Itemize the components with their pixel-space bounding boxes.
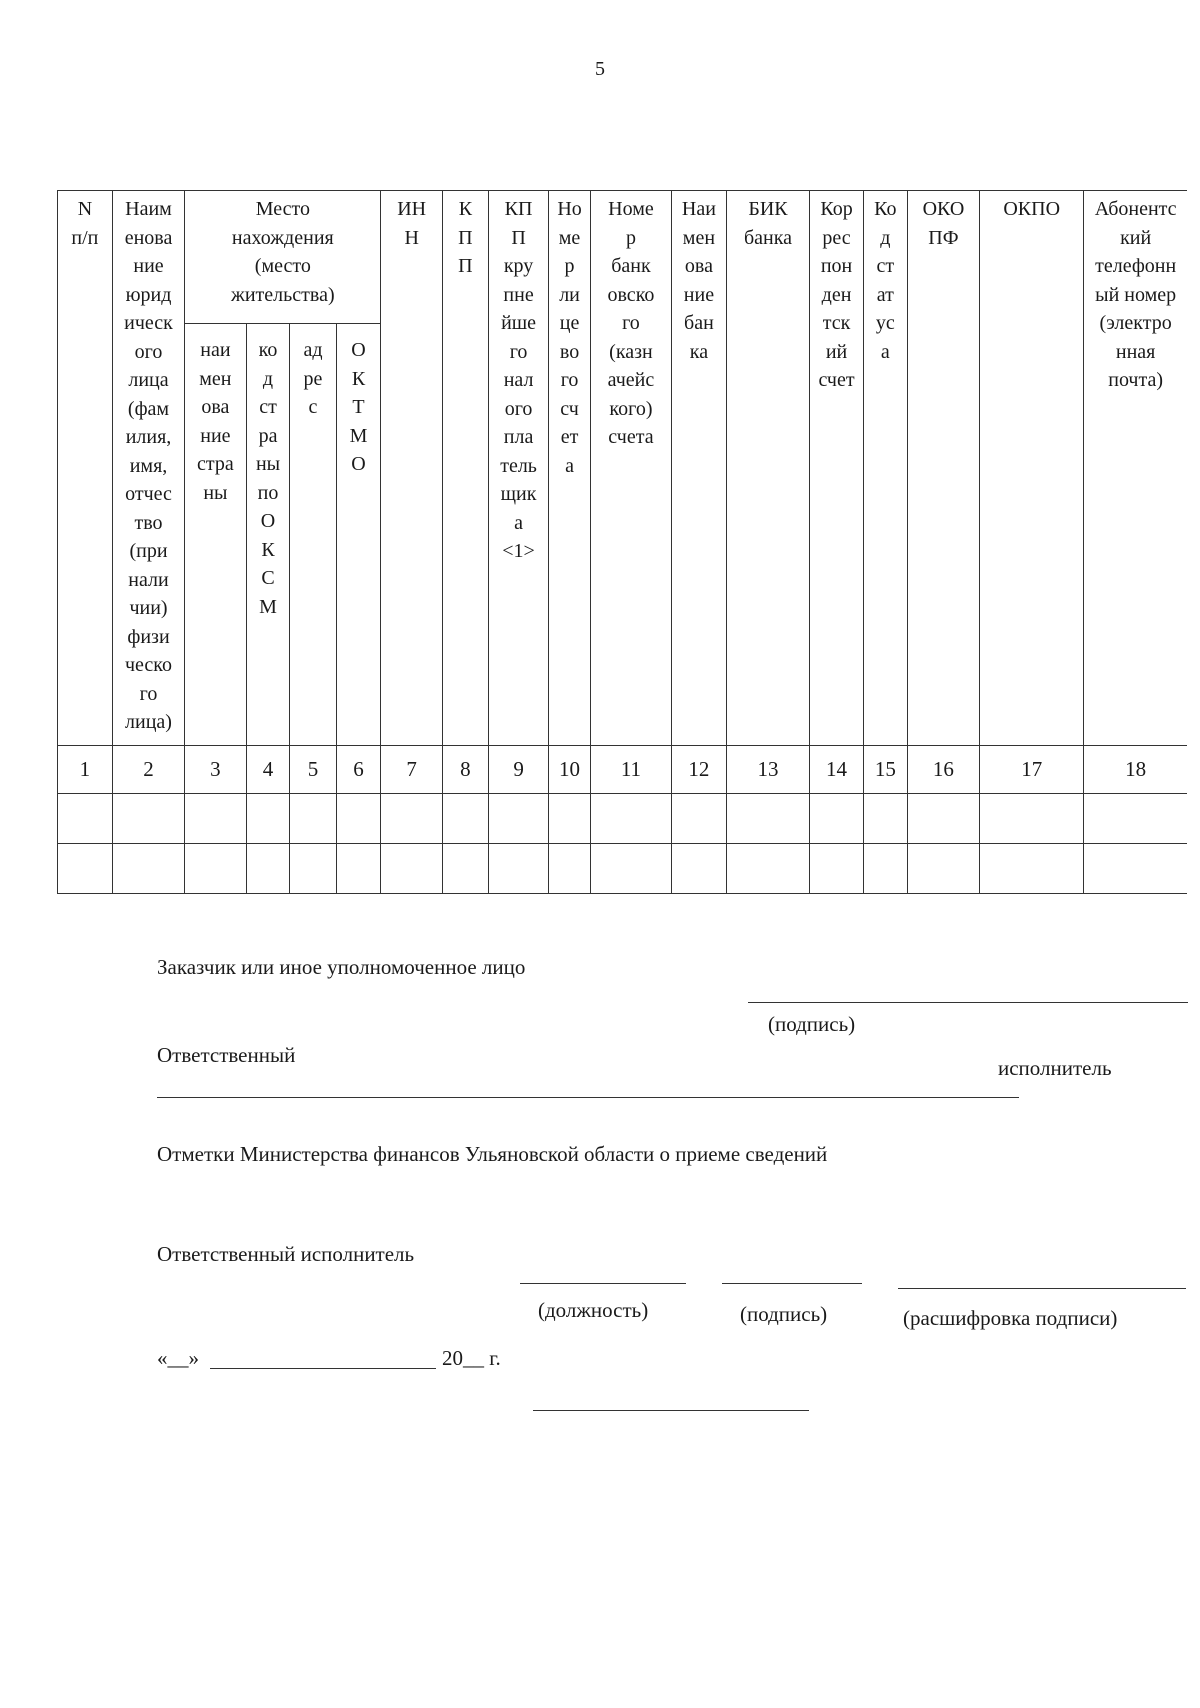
header-text-line: пне xyxy=(503,283,534,306)
empty-cell[interactable] xyxy=(185,844,246,894)
header-text-line: (казн xyxy=(609,340,653,363)
header-col-9 xyxy=(488,191,548,746)
column-number: 5 xyxy=(290,746,336,794)
empty-cell[interactable] xyxy=(980,844,1084,894)
header-text-line: Ко xyxy=(874,198,897,220)
header-text-line: банка xyxy=(743,226,793,249)
executor-label: исполнитель xyxy=(998,1056,1112,1080)
page-number: 5 xyxy=(595,58,605,80)
header-col-2 xyxy=(112,191,184,746)
header-text-line: О xyxy=(351,339,366,361)
header-text-line: ад xyxy=(303,339,323,361)
header-text-line: ны xyxy=(255,453,281,475)
header-text-line: во xyxy=(559,340,580,363)
empty-cell[interactable] xyxy=(246,794,290,844)
header-text-line: П xyxy=(511,226,526,249)
header-col-1 xyxy=(58,191,113,746)
header-text-line: О xyxy=(351,453,366,475)
column-number-row xyxy=(58,746,1188,794)
header-text-line: р xyxy=(564,255,575,277)
customer-signature-line[interactable] xyxy=(748,1002,1188,1003)
empty-cell[interactable] xyxy=(980,794,1084,844)
empty-cell[interactable] xyxy=(549,844,591,894)
empty-row-1 xyxy=(58,794,1188,844)
header-text-line: чии) xyxy=(129,597,168,619)
date-month-line[interactable] xyxy=(210,1368,436,1369)
header-text-line: Но xyxy=(557,198,582,220)
empty-cell[interactable] xyxy=(381,844,442,894)
empty-cell[interactable] xyxy=(246,844,290,894)
header-text-line: ого xyxy=(504,397,533,420)
responsible-executor-label: Ответственный исполнитель xyxy=(157,1242,415,1266)
position-caption: (должность) xyxy=(538,1298,649,1322)
header-col-11 xyxy=(590,191,671,746)
header-text-line: а xyxy=(880,340,890,363)
header-text-line: го xyxy=(139,682,158,705)
header-text-line: ый номер xyxy=(1095,283,1177,306)
header-text-line: нная xyxy=(1115,340,1156,363)
column-number: 14 xyxy=(810,746,864,794)
header-text-line: тск xyxy=(822,312,851,334)
header-text-line: а xyxy=(565,454,574,477)
header-text-line: мен xyxy=(682,226,716,249)
header-text-line: ат xyxy=(876,283,894,306)
customer-label: Заказчик или иное уполномоченное лицо xyxy=(157,955,526,979)
header-text-line: с xyxy=(308,396,318,418)
header-text-line: К xyxy=(458,198,473,220)
header-text-line: а xyxy=(514,511,524,534)
decoding-caption: (расшифровка подписи) xyxy=(903,1306,1118,1330)
empty-row-2 xyxy=(58,844,1188,894)
column-number: 12 xyxy=(672,746,727,794)
empty-cell[interactable] xyxy=(381,794,442,844)
header-text-line: ИН xyxy=(397,198,427,220)
header-text-line: КП xyxy=(504,198,533,220)
date-year: 20__ г. xyxy=(442,1346,501,1370)
column-number: 11 xyxy=(590,746,671,794)
header-text-line: телефонн xyxy=(1095,255,1177,277)
header-col-14 xyxy=(810,191,864,746)
column-number: 4 xyxy=(246,746,290,794)
header-text-line: К xyxy=(261,538,275,561)
header-col-12 xyxy=(672,191,727,746)
empty-cell[interactable] xyxy=(726,794,809,844)
header-col-16 xyxy=(907,191,979,746)
header-text-line: нахождения xyxy=(231,226,334,249)
empty-cell[interactable] xyxy=(58,794,113,844)
header-text-line: Т xyxy=(352,396,365,418)
empty-cell[interactable] xyxy=(863,844,907,894)
header-text-line: д xyxy=(262,367,274,390)
header-text-line: нали xyxy=(128,568,169,591)
ministry-marks-label: Отметки Министерства финансов Ульяновской области о приеме сведений xyxy=(157,1142,828,1166)
column-number: 9 xyxy=(488,746,548,794)
header-text-line: Наим xyxy=(125,198,172,220)
column-number: 10 xyxy=(549,746,591,794)
header-text-line: счета xyxy=(608,426,654,448)
column-number: 6 xyxy=(336,746,381,794)
header-text-line: ны xyxy=(203,481,228,504)
position-line[interactable] xyxy=(520,1283,686,1284)
header-text-line: Н xyxy=(404,226,419,249)
header-text-line: банк xyxy=(611,255,651,277)
header-text-line: (при xyxy=(129,540,168,562)
header-text-line: р xyxy=(625,226,636,249)
header-text-line: наи xyxy=(200,339,231,361)
header-text-line: имя, xyxy=(129,454,168,477)
empty-cell[interactable] xyxy=(810,844,864,894)
header-text-line: ОКПО xyxy=(1003,198,1061,220)
header-text-line: ус xyxy=(875,312,895,334)
header-text-line: счет xyxy=(818,369,855,391)
decoding-line[interactable] xyxy=(898,1288,1186,1289)
column-number: 16 xyxy=(907,746,979,794)
header-text-line: (место xyxy=(254,255,311,277)
header-col-8 xyxy=(442,191,488,746)
header-text-line: Наи xyxy=(681,198,716,220)
header-text-line: О xyxy=(260,510,276,532)
header-text-line: (электро xyxy=(1099,312,1172,334)
header-text-line: йше xyxy=(501,312,537,334)
column-number: 2 xyxy=(112,746,184,794)
date-day: «__» xyxy=(157,1346,199,1370)
column-number: 1 xyxy=(58,746,113,794)
empty-cell[interactable] xyxy=(58,844,113,894)
header-text-line: ден xyxy=(821,283,852,306)
header-text-line: (фам xyxy=(127,397,170,420)
header-text-line: физи xyxy=(127,625,170,648)
header-text-line: ова xyxy=(684,255,713,277)
header-col-10 xyxy=(549,191,591,746)
header-text-line: щик xyxy=(500,483,537,505)
header-text-line: стра xyxy=(197,453,234,475)
header-text-line: ст xyxy=(876,255,895,277)
header-text-line: ого xyxy=(134,340,163,363)
header-text-line: Абонентс xyxy=(1094,198,1177,220)
empty-cell[interactable] xyxy=(726,844,809,894)
header-text-line: овско xyxy=(607,283,655,306)
empty-cell[interactable] xyxy=(336,844,381,894)
header-text-line: Номе xyxy=(608,198,654,220)
header-text-line: С xyxy=(261,567,275,589)
responsible-line[interactable] xyxy=(157,1097,1019,1098)
header-col-15 xyxy=(863,191,907,746)
header-text-line: по xyxy=(257,481,279,504)
empty-cell[interactable] xyxy=(549,794,591,844)
header-text-line: бан xyxy=(684,312,714,334)
empty-cell[interactable] xyxy=(810,794,864,844)
header-col-5 xyxy=(290,324,336,746)
header-text-line: ние xyxy=(133,255,164,277)
bottom-line[interactable] xyxy=(533,1410,809,1411)
header-text-line: К xyxy=(351,367,366,390)
header-text-line: нал xyxy=(503,369,534,391)
header-place xyxy=(185,191,381,324)
header-col-18 xyxy=(1084,191,1187,746)
header-col-7 xyxy=(381,191,442,746)
header-text-line: ние xyxy=(683,283,715,306)
header-text-line: ра xyxy=(258,424,278,447)
empty-cell[interactable] xyxy=(488,794,548,844)
empty-cell[interactable] xyxy=(590,844,671,894)
header-text-line: П xyxy=(458,255,473,277)
signature-caption: (подпись) xyxy=(768,1012,856,1036)
empty-cell[interactable] xyxy=(590,794,671,844)
header-text-line: тво xyxy=(134,511,163,534)
header-text-line: ий xyxy=(825,340,848,363)
header-text-line: М xyxy=(349,424,368,447)
info-table xyxy=(57,190,1187,894)
header-text-line: ние xyxy=(200,424,231,447)
header-text-line: ко xyxy=(258,339,278,361)
header-text-line: ме xyxy=(558,226,581,249)
header-text-line: ова xyxy=(201,396,230,418)
responsible-label: Ответственный xyxy=(157,1043,296,1067)
header-col-4 xyxy=(246,324,290,746)
header-text-line: ческо xyxy=(125,654,173,676)
header-text-line: кий xyxy=(1120,226,1152,249)
header-text-line: <1> xyxy=(502,540,535,562)
header-text-line: пон xyxy=(820,255,853,277)
header-text-line: Кор xyxy=(820,198,853,220)
column-number: 18 xyxy=(1084,746,1187,794)
empty-cell[interactable] xyxy=(290,844,336,894)
header-text-line: тель xyxy=(500,454,537,477)
header-text-line: ка xyxy=(689,340,709,363)
empty-cell[interactable] xyxy=(907,794,979,844)
column-number: 3 xyxy=(185,746,246,794)
header-text-line: М xyxy=(259,595,277,618)
header-col-17 xyxy=(980,191,1084,746)
header-text-line: Место xyxy=(255,198,310,220)
header-text-line: ст xyxy=(259,396,277,418)
empty-cell[interactable] xyxy=(185,794,246,844)
header-text-line: пла xyxy=(503,426,534,448)
header-col-13 xyxy=(726,191,809,746)
header-text-line: ОКО xyxy=(922,198,965,220)
header-text-line: рес xyxy=(822,226,851,249)
header-text-line: го xyxy=(622,312,640,334)
signature-line[interactable] xyxy=(722,1283,862,1284)
header-text-line: ачейс xyxy=(607,369,655,391)
empty-cell[interactable] xyxy=(1084,844,1187,894)
header-text-line: го xyxy=(509,340,528,363)
header-text-line: лица) xyxy=(125,711,172,733)
empty-cell[interactable] xyxy=(672,844,727,894)
signature-caption-2: (подпись) xyxy=(740,1302,828,1326)
header-text-line: енова xyxy=(124,226,173,249)
column-number: 13 xyxy=(726,746,809,794)
header-text-line: илия, xyxy=(125,426,172,448)
empty-cell[interactable] xyxy=(907,844,979,894)
empty-cell[interactable] xyxy=(863,794,907,844)
empty-cell[interactable] xyxy=(336,794,381,844)
empty-cell[interactable] xyxy=(1084,794,1187,844)
empty-cell[interactable] xyxy=(442,794,488,844)
header-text-line: сч xyxy=(560,397,579,420)
header-col-3 xyxy=(185,324,246,746)
header-text-line: ПФ xyxy=(928,226,959,249)
column-number: 17 xyxy=(980,746,1084,794)
empty-cell[interactable] xyxy=(290,794,336,844)
header-text-line: БИК xyxy=(748,198,788,220)
header-text-line: це xyxy=(559,312,580,334)
header-text-line: отчес xyxy=(125,483,172,505)
header-text-line: юрид xyxy=(125,283,172,306)
empty-cell[interactable] xyxy=(488,844,548,894)
empty-cell[interactable] xyxy=(112,844,184,894)
header-text-line: мен xyxy=(199,367,232,390)
header-text-line: лица xyxy=(128,369,169,391)
column-number: 15 xyxy=(863,746,907,794)
header-text-line: д xyxy=(880,226,891,249)
header-text-line: кого) xyxy=(609,397,653,420)
header-text-line: ическ xyxy=(124,312,173,334)
header-text-line: ре xyxy=(303,367,323,390)
header-text-line: кру xyxy=(503,255,534,277)
header-text-line: П xyxy=(458,226,473,249)
column-number: 8 xyxy=(442,746,488,794)
empty-cell[interactable] xyxy=(672,794,727,844)
header-col-6 xyxy=(336,324,381,746)
header-text-line: почта) xyxy=(1108,369,1164,391)
column-number: 7 xyxy=(381,746,442,794)
header-text-line: п/п xyxy=(71,226,99,249)
header-text-line: N xyxy=(77,198,93,220)
empty-cell[interactable] xyxy=(112,794,184,844)
header-text-line: го xyxy=(560,369,579,391)
empty-cell[interactable] xyxy=(442,844,488,894)
header-text-line: ли xyxy=(559,283,580,306)
header-text-line: жительства) xyxy=(231,283,335,306)
header-text-line: ет xyxy=(560,426,579,448)
